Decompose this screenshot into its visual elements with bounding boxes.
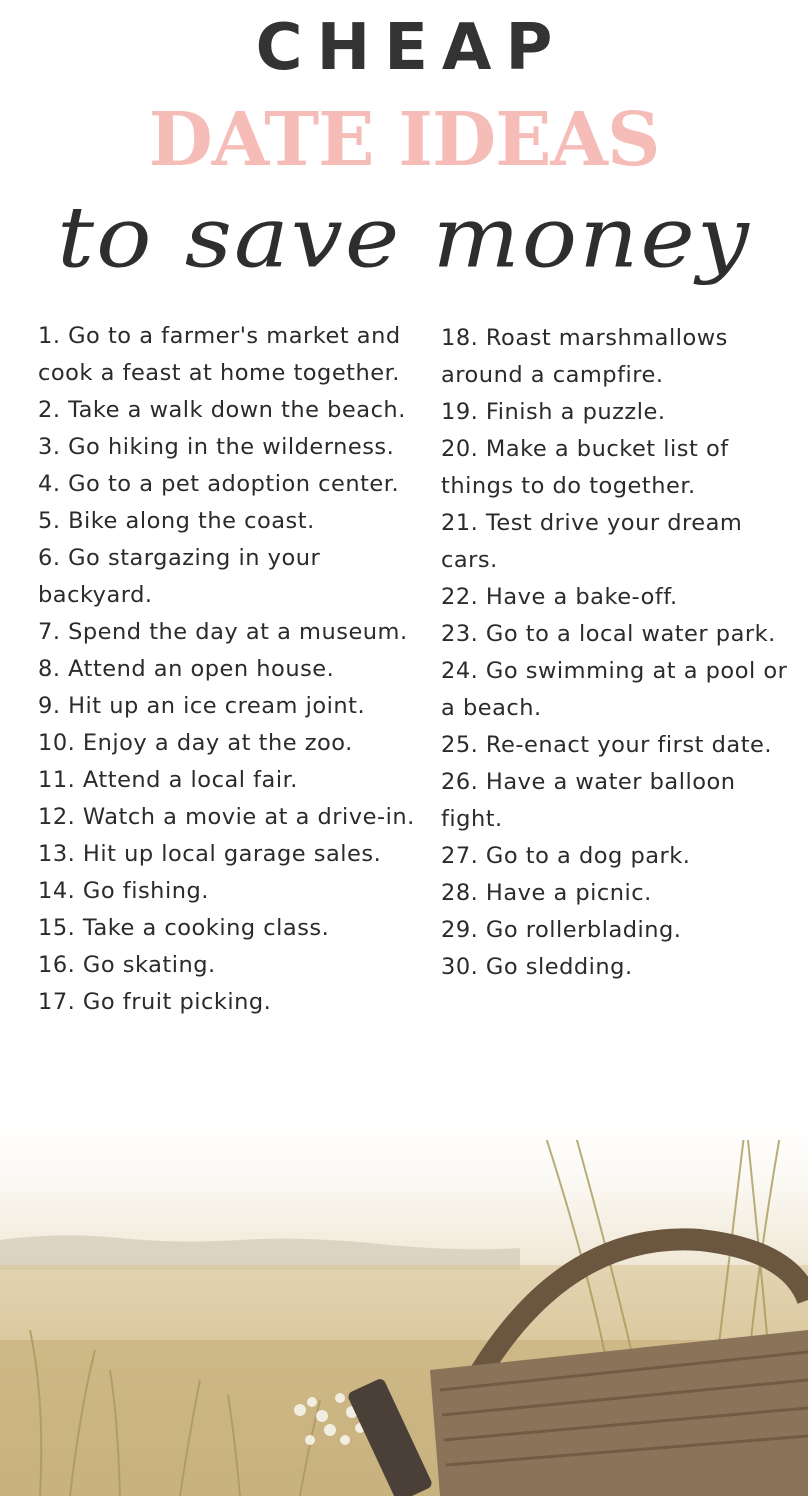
ideas-list-left [38,318,428,1021]
title-cheap: CHEAP [255,11,567,85]
idea-item: 24. Go swimming at a pool or a beach. [441,658,788,721]
ideas-list-right [441,320,801,986]
idea-item: 15. Take a cooking class. [38,915,330,941]
idea-item: 17. Go fruit picking. [38,989,272,1015]
idea-item: 19. Finish a puzzle. [441,399,666,425]
title-date-ideas: DATE IDEAS [148,97,660,183]
idea-item: 6. Go stargazing in your backyard. [38,545,321,608]
idea-item: 5. Bike along the coast. [38,508,315,534]
idea-item: 2. Take a walk down the beach. [38,397,406,423]
idea-item: 1. Go to a farmer's market and cook a feast at home together. [38,323,401,386]
title-to-save-money: to save money [57,188,751,287]
idea-item: 12. Watch a movie at a drive-in. [38,804,415,830]
idea-item: 9. Hit up an ice cream joint. [38,693,366,719]
idea-item: 4. Go to a pet adoption center. [38,471,400,497]
idea-item: 13. Hit up local garage sales. [38,841,382,867]
idea-item: 28. Have a picnic. [441,880,652,906]
idea-item: 26. Have a water balloon fight. [441,769,736,832]
idea-item: 3. Go hiking in the wilderness. [38,434,395,460]
idea-item: 21. Test drive your dream cars. [441,510,743,573]
idea-item: 22. Have a bake-off. [441,584,678,610]
idea-item: 14. Go fishing. [38,878,209,904]
idea-item: 8. Attend an open house. [38,656,335,682]
idea-item: 29. Go rollerblading. [441,917,682,943]
idea-item: 16. Go skating. [38,952,216,978]
idea-item: 11. Attend a local fair. [38,767,298,793]
idea-item: 23. Go to a local water park. [441,621,776,647]
idea-item: 10. Enjoy a day at the zoo. [38,730,353,756]
idea-item: 20. Make a bucket list of things to do together. [441,436,729,499]
idea-item: 27. Go to a dog park. [441,843,691,869]
idea-item: 18. Roast marshmallows around a campfire. [441,325,728,388]
picnic-scenery-image [0,1140,808,1496]
idea-item: 7. Spend the day at a museum. [38,619,408,645]
idea-item: 30. Go sledding. [441,954,633,980]
idea-item: 25. Re-enact your first date. [441,732,773,758]
